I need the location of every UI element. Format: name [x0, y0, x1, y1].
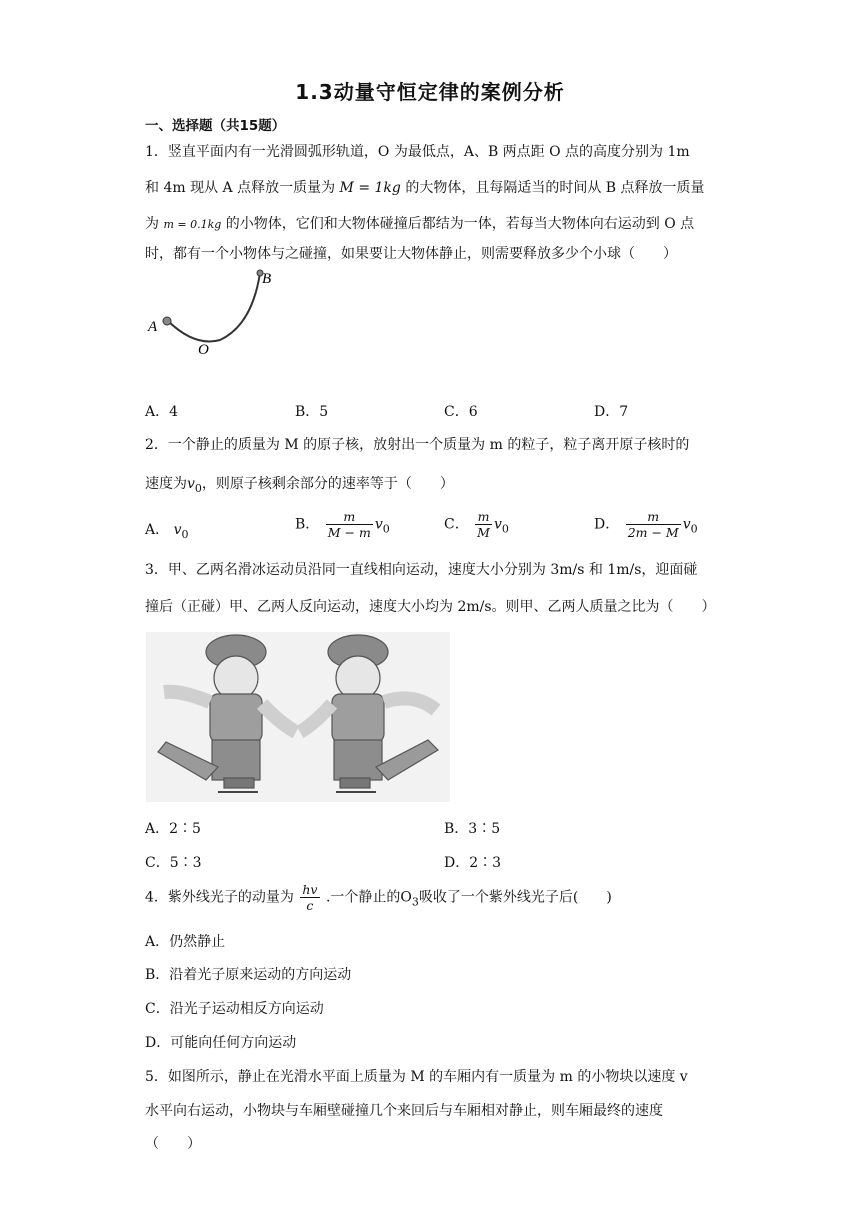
- q3-line-1: 3．甲、乙两名滑冰运动员沿同一直线相向运动，速度大小分别为 3m/s 和 1m/s，迎面碰: [145, 562, 698, 578]
- arc-track: [168, 273, 260, 341]
- q2-option-c-fraction: [475, 509, 492, 540]
- q2-option-b: [295, 509, 390, 540]
- q3-option-c: C．5∶3: [145, 855, 202, 871]
- q2-v: v: [187, 476, 195, 492]
- q1-line-2-text-a: 和 4m 现从 A 点释放一质量为: [145, 180, 336, 196]
- q4-line-1: [145, 882, 612, 913]
- q2-option-b-sub: 0: [382, 522, 390, 536]
- q1-option-d: D．7: [594, 404, 629, 420]
- q2-option-a: [145, 519, 189, 541]
- q3-line-2: 撞后（正碰）甲、乙两人反向运动，速度大小均为 2m/s。则甲、乙两人质量之比为（ ）: [145, 599, 716, 615]
- q1-line-3-text-a: 为: [145, 216, 159, 232]
- q1-mass-m: m = 0.1kg: [163, 218, 222, 231]
- q2-option-d: [594, 509, 698, 540]
- q4-line-1-text-b: .一个静止的O: [325, 889, 412, 906]
- fraction-denominator: 2m − M: [627, 525, 679, 540]
- q2-option-a-label: A．: [145, 522, 170, 538]
- fraction-numerator: m: [626, 509, 681, 525]
- q2-line-2-text-b: ，则原子核剩余部分的速率等于（ ）: [201, 476, 454, 492]
- q2-option-d-sub: 0: [690, 522, 698, 536]
- q1-line-1: 1．竖直平面内有一光滑圆弧形轨道，O 为最低点，A、B 两点距 O 点的高度分别为 1m: [145, 144, 690, 160]
- q2-option-d-label: D．: [594, 516, 620, 533]
- q4-option-c: C．沿光子运动相反方向运动: [145, 1001, 324, 1017]
- illustration-background: [146, 632, 450, 802]
- q3-skaters-illustration: [146, 632, 450, 802]
- q5-line-1: 5．如图所示，静止在光滑水平面上质量为 M 的车厢内有一质量为 m 的小物块以速度 v: [145, 1069, 688, 1085]
- q2-option-a-v: v: [173, 522, 182, 538]
- page-title: 1.3动量守恒定律的案例分析: [295, 80, 565, 104]
- q2-line-2-text-a: 速度为: [145, 476, 187, 492]
- q2-option-d-fraction: [626, 509, 681, 540]
- q2-option-d-v: v: [682, 516, 691, 533]
- q1-mass-M: M = 1kg: [339, 180, 401, 196]
- q2-option-b-v: v: [374, 516, 383, 533]
- q2-option-c-label: C．: [444, 516, 469, 533]
- q2-option-c: [444, 509, 509, 540]
- fraction-denominator: c: [306, 898, 314, 913]
- q1-line-3: [145, 213, 694, 233]
- label-B: B: [262, 271, 272, 287]
- q3-option-d: D．2∶3: [444, 855, 502, 871]
- q2-option-c-v: v: [493, 516, 502, 533]
- q1-option-a: A．4: [145, 404, 179, 420]
- q1-line-2-text-b: 的大物体，且每隔适当的时间从 B 点释放一质量: [405, 180, 705, 196]
- q3-option-b: B．3∶5: [444, 821, 501, 837]
- fraction-numerator: hv: [302, 882, 318, 897]
- q4-option-a: A．仍然静止: [145, 934, 226, 950]
- ball-at-A: [163, 317, 171, 325]
- q4-line-1-text-c: 吸收了一个紫外线光子后( ): [418, 889, 612, 906]
- q4-option-b: B．沿着光子原来运动的方向运动: [145, 967, 352, 983]
- q2-option-c-sub: 0: [501, 522, 509, 536]
- q1-option-c: C．6: [444, 404, 478, 420]
- q2-v-sub: 0: [194, 481, 202, 495]
- fraction-denominator: M − m: [327, 525, 371, 540]
- q4-option-d: D．可能向任何方向运动: [145, 1035, 297, 1051]
- q1-line-2: [145, 177, 705, 197]
- q1-line-4: 时，都有一个小物体与之碰撞，如果要让大物体静止，则需要释放多少个小球（ ）: [145, 246, 677, 262]
- q1-arc-track-figure: [140, 265, 280, 360]
- q2-option-b-label: B．: [295, 516, 320, 533]
- label-O: O: [198, 342, 209, 358]
- q2-option-a-sub: 0: [181, 527, 189, 541]
- q2-option-b-fraction: [326, 509, 373, 540]
- q4-momentum-fraction: [300, 882, 319, 913]
- fraction-numerator: m: [475, 509, 492, 525]
- q2-line-1: 2．一个静止的质量为 M 的原子核，放射出一个质量为 m 的粒子，粒子离开原子核时的: [145, 437, 690, 453]
- q1-option-b: B．5: [295, 404, 329, 420]
- fraction-numerator: m: [326, 509, 373, 525]
- q3-option-a: A．2∶5: [145, 821, 201, 837]
- fraction-denominator: M: [477, 525, 490, 540]
- q4-line-1-text-a: 4．紫外线光子的动量为: [145, 889, 294, 906]
- q1-line-3-text-b: 的小物体，它们和大物体碰撞后都结为一体，若每当大物体向右运动到 O 点: [225, 216, 695, 232]
- q5-line-3: （ ）: [145, 1136, 201, 1152]
- q4-subscript: 3: [411, 895, 419, 909]
- q2-line-2: [145, 473, 454, 495]
- q5-line-2: 水平向右运动，小物块与车厢壁碰撞几个来回后与车厢相对静止，则车厢最终的速度: [145, 1103, 663, 1119]
- section-heading: 一、选择题（共15题）: [145, 118, 286, 134]
- label-A: A: [148, 319, 158, 335]
